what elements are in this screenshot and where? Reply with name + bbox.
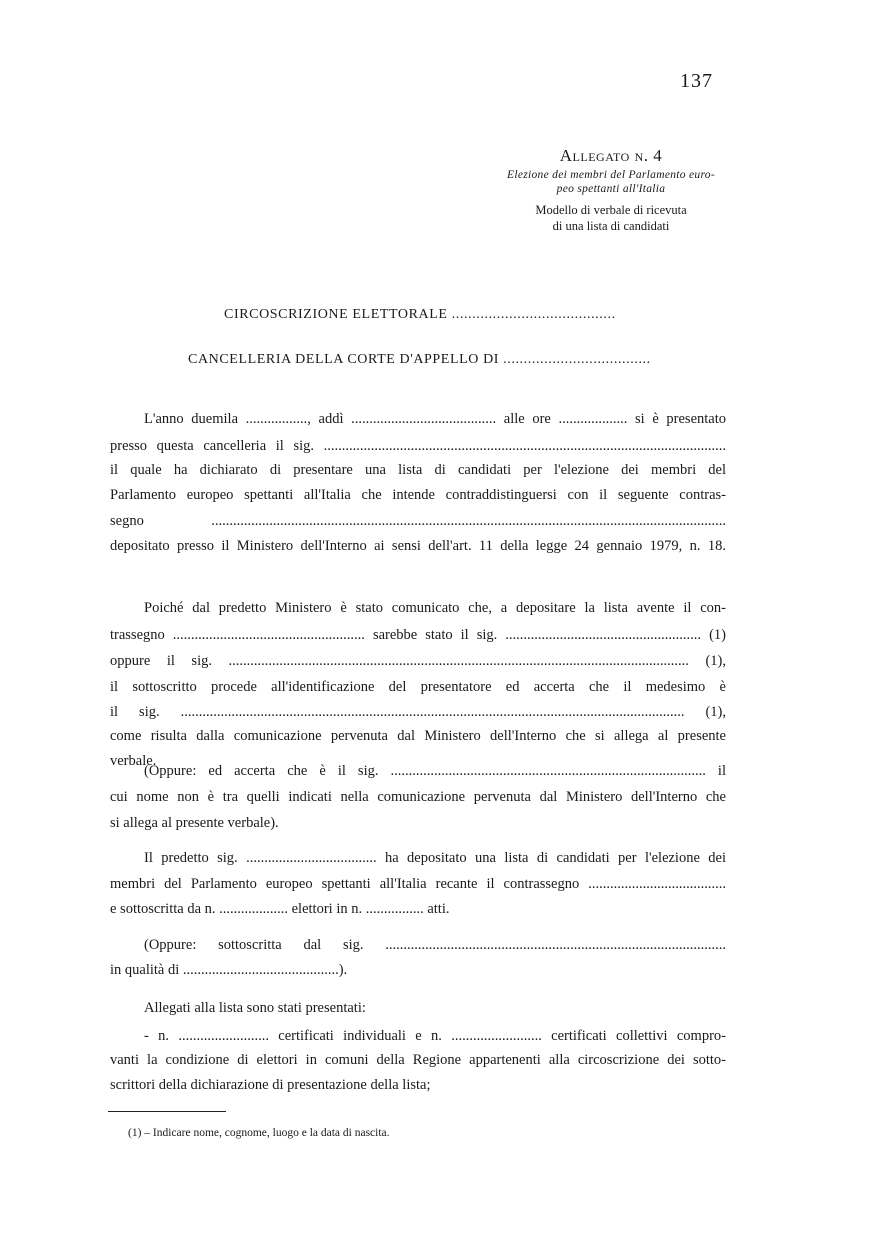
annex-subtitle-line1: Elezione dei membri del Parlamento euro- (507, 169, 715, 181)
paragraph-6: Allegati alla lista sono stati presentati: (144, 1000, 366, 1016)
paragraph-5-line: (Oppure: sottoscritta dal sig. .............................................................................................. (144, 937, 726, 953)
paragraph-1-line: depositato presso il Ministero dell'Interno ai sensi dell'art. 11 della legge 24 gennaio 1979, n. 18. (110, 538, 726, 554)
paragraph-1-line: Parlamento europeo spettanti all'Italia che intende contraddistinguersi con il seguente contras- (110, 487, 726, 503)
paragraph-1-line: L'anno duemila ................., addì ........................................ alle ore ................... si è presentato (144, 411, 726, 427)
model-title-line1: Modello di verbale di ricevuta (535, 203, 687, 217)
heading-cancelleria: CANCELLERIA DELLA CORTE D'APPELLO DI .................................... (188, 352, 651, 367)
paragraph-4-line: e sottoscritta da n. ................... elettori in n. ................ atti. (110, 901, 450, 917)
paragraph-1-line: presso questa cancelleria il sig. ............................................................................................................... (110, 438, 726, 454)
heading-circoscrizione: CIRCOSCRIZIONE ELETTORALE ........................................ (224, 307, 616, 322)
paragraph-1-line: il quale ha dichiarato di presentare una lista di candidati per l'elezione dei membri del (110, 462, 726, 478)
paragraph-2-line: il sottoscritto procede all'identificazione del presentatore ed accerta che il medesimo è (110, 679, 726, 695)
page-number: 137 (680, 70, 713, 92)
footnote-rule (108, 1111, 226, 1112)
paragraph-3-line: si allega al presente verbale). (110, 815, 279, 831)
paragraph-7-line: scrittori della dichiarazione di presentazione della lista; (110, 1077, 431, 1093)
paragraph-2-line: Poiché dal predetto Ministero è stato comunicato che, a depositare la lista avente il con- (144, 600, 726, 616)
paragraph-2-line: oppure il sig. ............................................................................................................................... (1), (110, 653, 726, 669)
paragraph-2-line: il sig. ........................................................................................................................................... (1), (110, 704, 726, 720)
paragraph-2-line: verbale. (110, 753, 157, 769)
paragraph-4-line: Il predetto sig. .................................... ha depositato una lista di candidati per l'elezione dei (144, 850, 726, 866)
paragraph-5-line: in qualità di ...........................................). (110, 962, 348, 978)
model-title-line2: di una lista di candidati (552, 219, 670, 233)
paragraph-7-line: vanti la condizione di elettori in comuni della Regione appartenenti alla circoscrizione dei sotto- (110, 1052, 726, 1068)
footnote: (1) – Indicare nome, cognome, luogo e la data di nascita. (128, 1127, 390, 1139)
paragraph-2-line: trassegno ..................................................... sarebbe stato il sig. ...................................................... (1) (110, 627, 726, 643)
paragraph-1-line: segno .............................................................................................................................................. (110, 513, 726, 529)
paragraph-3-line: (Oppure: ed accerta che è il sig. ....................................................................................... il (144, 763, 726, 779)
annex-title: Allegato n. 4 (559, 146, 663, 165)
paragraph-7-line: - n. ......................... certificati individuali e n. ......................... certificati collettivi compro- (144, 1028, 726, 1044)
paragraph-3-line: cui nome non è tra quelli indicati nella comunicazione pervenuta dal Ministero dell'Interno che (110, 789, 726, 805)
paragraph-4-line: membri del Parlamento europeo spettanti all'Italia recante il contrassegno ...................................... (110, 876, 726, 892)
paragraph-2-line: come risulta dalla comunicazione pervenuta dal Ministero dell'Interno che si allega al presente (110, 728, 726, 744)
annex-subtitle-line2: peo spettanti all'Italia (556, 183, 666, 195)
